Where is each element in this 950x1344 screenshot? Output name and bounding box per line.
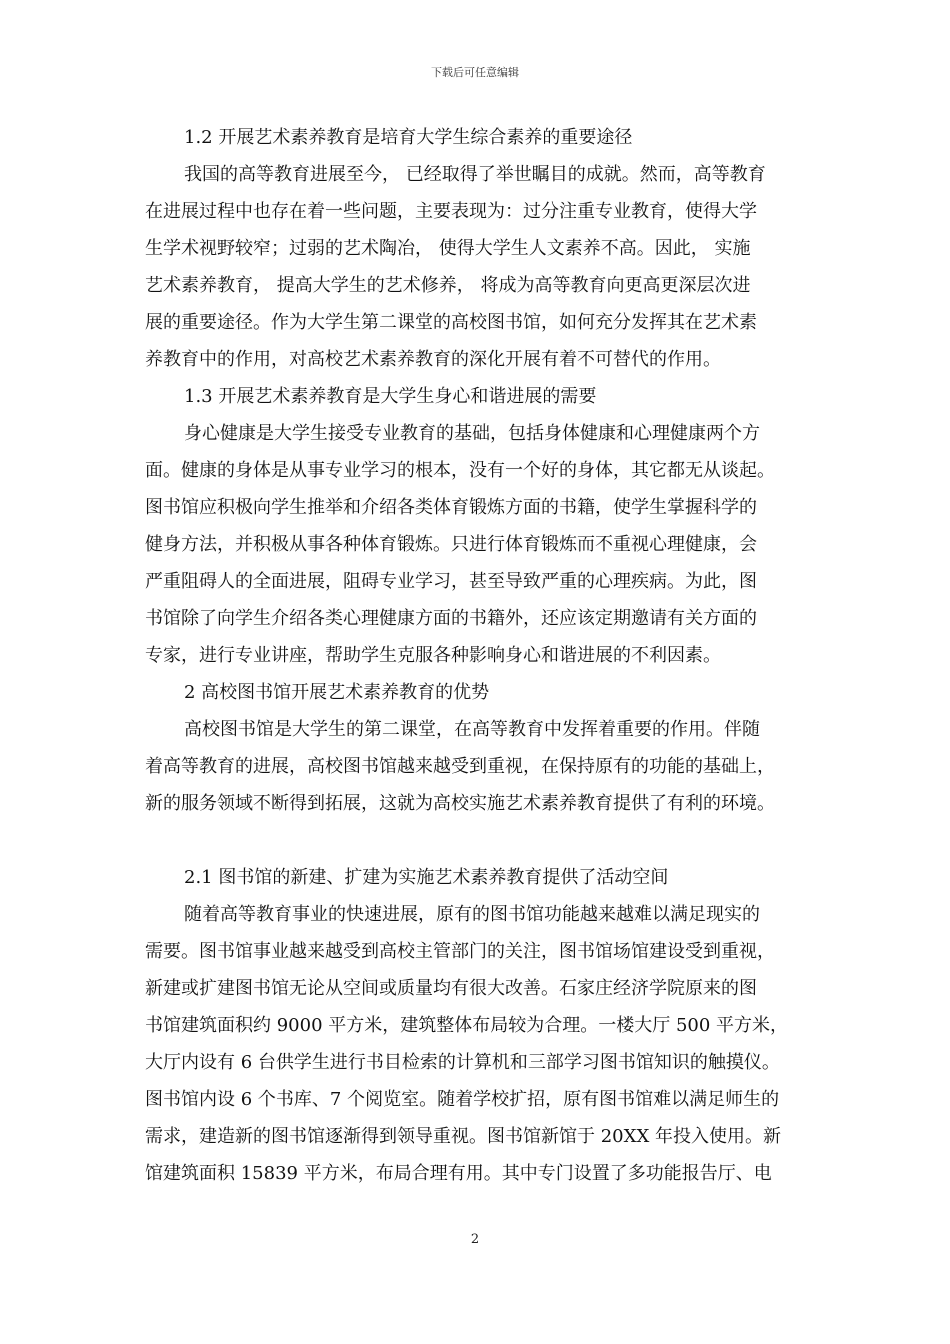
paragraph-line: 书馆建筑面积约 9000 平方米，建筑整体布局较为合理。一楼大厅 500 平方米， bbox=[145, 1015, 789, 1036]
page-header-note: 下载后可任意编辑 bbox=[431, 66, 519, 79]
paragraph-line: 随着高等教育事业的快速进展，原有的图书馆功能越来越难以满足现实的 bbox=[184, 904, 760, 925]
paragraph-line: 我国的高等教育进展至今， 已经取得了举世瞩目的成就。然而，高等教育 bbox=[184, 164, 766, 185]
paragraph-line: 需要。图书馆事业越来越受到高校主管部门的关注，图书馆场馆建设受到重视， bbox=[145, 941, 775, 962]
paragraph-line: 严重阻碍人的全面进展，阻碍专业学习，甚至导致严重的心理疾病。为此，图 bbox=[145, 571, 757, 592]
paragraph-line: 图书馆内设 6 个书库、7 个阅览室。随着学校扩招，原有图书馆难以满足师生的 bbox=[145, 1089, 780, 1110]
page-number: 2 bbox=[470, 1232, 480, 1247]
paragraph-line: 着高等教育的进展，高校图书馆越来越受到重视，在保持原有的功能的基础上， bbox=[145, 756, 775, 777]
paragraph-line: 展的重要途径。作为大学生第二课堂的高校图书馆，如何充分发挥其在艺术素 bbox=[145, 312, 757, 333]
paragraph-line: 需求，建造新的图书馆逐渐得到领导重视。图书馆新馆于 20XX 年投入使用。新 bbox=[145, 1126, 781, 1147]
paragraph-line: 健身方法，并积极从事各种体育锻炼。只进行体育锻炼而不重视心理健康，会 bbox=[145, 534, 757, 555]
section-heading: 2 高校图书馆开展艺术素养教育的优势 bbox=[184, 682, 490, 703]
paragraph-line: 大厅内设有 6 台供学生进行书目检索的计算机和三部学习图书馆知识的触摸仪。 bbox=[145, 1052, 780, 1073]
paragraph-line: 养教育中的作用，对高校艺术素养教育的深化开展有着不可替代的作用。 bbox=[145, 349, 721, 370]
section-heading: 2.1 图书馆的新建、扩建为实施艺术素养教育提供了活动空间 bbox=[184, 867, 669, 888]
paragraph-line: 新的服务领域不断得到拓展，这就为高校实施艺术素养教育提供了有利的环境。 bbox=[145, 793, 775, 814]
paragraph-line: 新建或扩建图书馆无论从空间或质量均有很大改善。石家庄经济学院原来的图 bbox=[145, 978, 757, 999]
section-heading: 1.2 开展艺术素养教育是培育大学生综合素养的重要途径 bbox=[184, 127, 633, 148]
paragraph-line: 面。健康的身体是从事专业学习的根本，没有一个好的身体，其它都无从谈起。 bbox=[145, 460, 775, 481]
paragraph-line: 专家，进行专业讲座，帮助学生克服各种影响身心和谐进展的不利因素。 bbox=[145, 645, 721, 666]
paragraph-line: 在进展过程中也存在着一些问题，主要表现为：过分注重专业教育，使得大学 bbox=[145, 201, 757, 222]
paragraph-line: 馆建筑面积 15839 平方米，布局合理有用。其中专门设置了多功能报告厅、电 bbox=[145, 1163, 772, 1184]
section-heading: 1.3 开展艺术素养教育是大学生身心和谐进展的需要 bbox=[184, 386, 597, 407]
blank-line bbox=[145, 822, 817, 859]
paragraph-line: 艺术素养教育， 提高大学生的艺术修养， 将成为高等教育向更高更深层次进 bbox=[145, 275, 751, 296]
paragraph-line: 高校图书馆是大学生的第二课堂，在高等教育中发挥着重要的作用。伴随 bbox=[184, 719, 760, 740]
document-body bbox=[145, 119, 817, 1192]
paragraph-line: 生学术视野较窄；过弱的艺术陶冶， 使得大学生人文素养不高。因此， 实施 bbox=[145, 238, 751, 259]
paragraph-line: 图书馆应积极向学生推举和介绍各类体育锻炼方面的书籍，使学生掌握科学的 bbox=[145, 497, 757, 518]
paragraph-line: 书馆除了向学生介绍各类心理健康方面的书籍外，还应该定期邀请有关方面的 bbox=[145, 608, 757, 629]
paragraph-line: 身心健康是大学生接受专业教育的基础，包括身体健康和心理健康两个方 bbox=[184, 423, 760, 444]
